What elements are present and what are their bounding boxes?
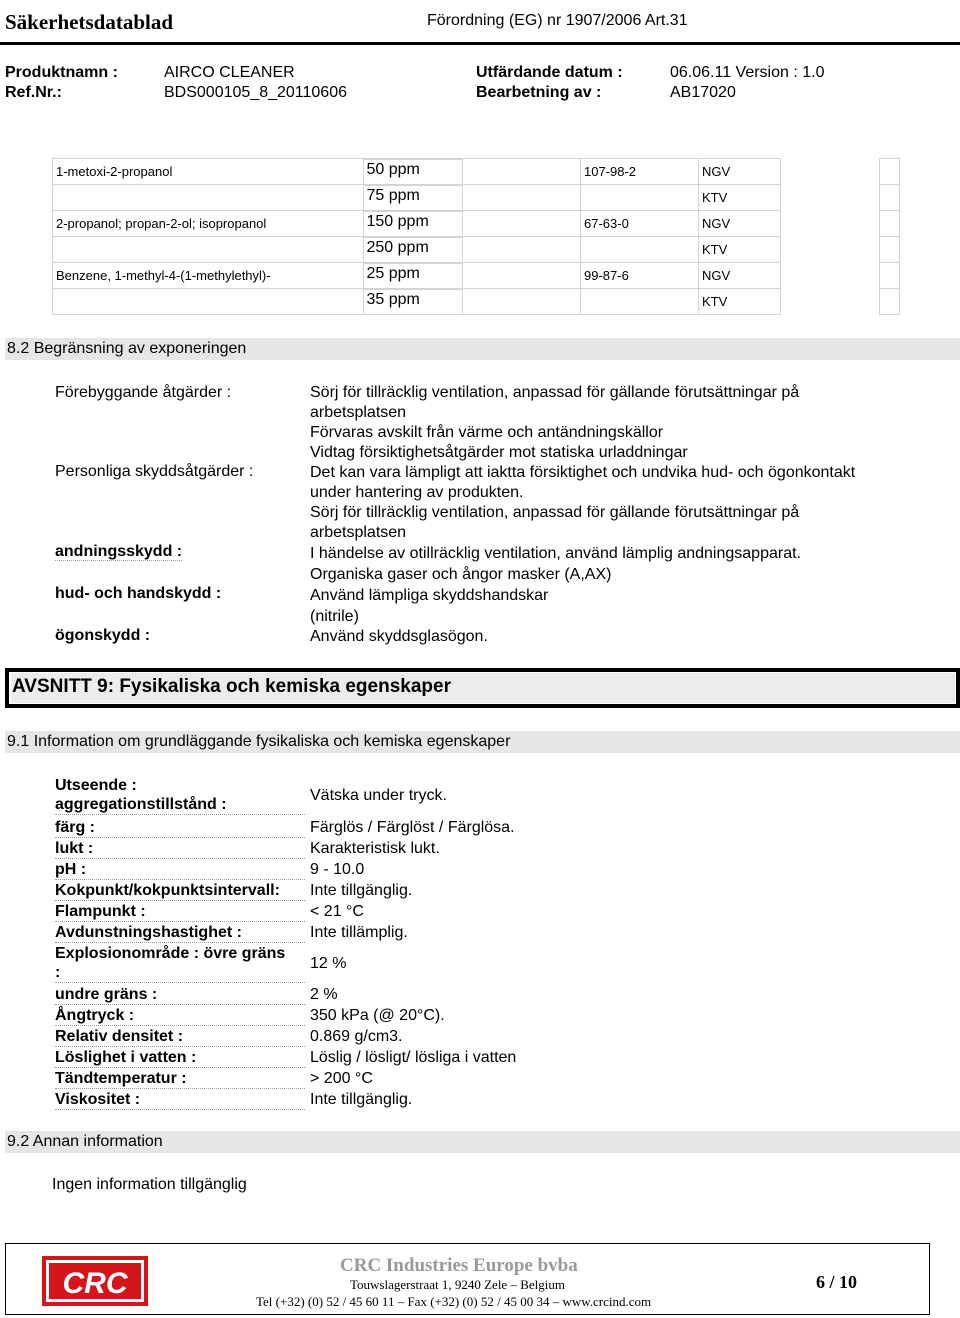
property-label [55, 818, 305, 838]
other-info-text: Ingen information tillgänglig [52, 1176, 247, 1193]
property-label-line: Utseende : [55, 777, 137, 794]
property-label-line: Flampunkt : [55, 903, 146, 920]
eye-protection-label: ögonskydd : [55, 627, 151, 644]
property-label [55, 1027, 305, 1047]
table-cell: 67-63-0 [581, 211, 699, 237]
property-value: Löslig / lösligt/ lösliga i vatten [310, 1049, 517, 1066]
table-cell [53, 237, 581, 263]
property-label [55, 1006, 305, 1026]
table-cell: 2-propanol; propan-2-ol; isopropanol [53, 211, 581, 237]
property-value: > 200 °C [310, 1070, 373, 1087]
respiratory-line: Organiska gaser och ångor masker (A,AX) [310, 566, 612, 583]
edited-by-label: Bearbetning av : [476, 84, 602, 101]
preventive-measures-label: Förebyggande åtgärder : [55, 384, 232, 401]
preventive-line: arbetsplatsen [310, 404, 407, 421]
section-9-heading: AVSNITT 9: Fysikaliska och kemiska egenskaper [12, 676, 451, 697]
property-value: 12 % [310, 955, 347, 972]
property-label [55, 902, 305, 922]
property-label-line: Löslighet i vatten : [55, 1049, 197, 1066]
table-cell: 150 ppm [363, 211, 463, 237]
table-cell-empty [880, 159, 900, 185]
ref-number-value: BDS000105_8_20110606 [164, 84, 347, 101]
table-cell-empty [880, 211, 900, 237]
table-cell-empty [880, 185, 900, 211]
table-cell: NGV [699, 263, 781, 289]
property-value: Färglös / Färglöst / Färglösa. [310, 819, 515, 836]
property-value: Vätska under tryck. [310, 787, 447, 804]
table-cell: KTV [699, 185, 781, 211]
property-value: Inte tillgänglig. [310, 882, 413, 899]
property-label-line: färg : [55, 819, 95, 836]
property-label-line: Ångtryck : [55, 1007, 135, 1024]
table-cell: 50 ppm [363, 159, 463, 185]
table-cell: 250 ppm [363, 237, 463, 263]
regulation-ref: Förordning (EG) nr 1907/2006 Art.31 [427, 12, 688, 29]
table-row [53, 237, 900, 263]
eye-protection-value: Använd skyddsglasögon. [310, 628, 488, 645]
table-cell: 107-98-2 [581, 159, 699, 185]
crc-logo [42, 1256, 148, 1306]
property-label-line: lukt : [55, 840, 94, 857]
table-cell: 1-metoxi-2-propanol [53, 159, 581, 185]
table-row [53, 185, 900, 211]
property-label-line: undre gräns : [55, 986, 158, 1003]
table-cell-empty [880, 237, 900, 263]
table-cell: KTV [699, 289, 781, 315]
property-value: 0.869 g/cm3. [310, 1028, 403, 1045]
table-cell [53, 289, 581, 315]
respiratory-label-text: andningsskydd : [55, 543, 183, 560]
section-8-2-heading: 8.2 Begränsning av exponeringen [5, 338, 960, 360]
property-label [55, 985, 305, 1005]
property-label-line: Explosionområde : övre gräns [55, 945, 286, 962]
hand-protection-label: hud- och handskydd : [55, 585, 222, 602]
page-number: 6 / 10 [816, 1272, 858, 1292]
table-cell: 35 ppm [363, 289, 463, 315]
issue-date-label: Utfärdande datum : [476, 64, 623, 81]
product-name-label: Produktnamn : [5, 64, 118, 81]
property-label [55, 923, 305, 943]
company-contact: Tel (+32) (0) 52 / 45 60 11 – Fax (+32) (0) 52 / 45 00 34 – www.crcind.com [256, 1294, 652, 1309]
preventive-line: Förvaras avskilt från värme och antändningskällor [310, 424, 664, 441]
property-label-line: Relativ densitet : [55, 1028, 184, 1045]
edited-by-value: AB17020 [670, 84, 736, 101]
company-name: CRC Industries Europe bvba [340, 1255, 578, 1276]
table-row [53, 263, 900, 289]
hand-line: (nitrile) [310, 608, 359, 625]
section-9-2-heading: 9.2 Annan information [5, 1131, 960, 1153]
property-label-line: aggregationstillstånd : [55, 796, 227, 813]
table-cell [581, 185, 699, 211]
ref-number-label: Ref.Nr.: [5, 84, 62, 101]
property-value: 350 kPa (@ 20°C). [310, 1007, 445, 1024]
property-label [55, 1090, 305, 1110]
preventive-line: Vidtag försiktighetsåtgärder mot statiska urladdningar [310, 444, 688, 461]
property-value: < 21 °C [310, 903, 364, 920]
table-cell-empty [880, 289, 900, 315]
property-label [55, 860, 305, 880]
respiratory-protection-label [55, 543, 305, 561]
issue-date-value: 06.06.11 Version : 1.0 [670, 64, 825, 81]
respiratory-line: I händelse av otillräcklig ventilation, använd lämplig andningsapparat. [310, 545, 801, 562]
personal-line: under hantering av produkten. [310, 484, 524, 501]
document-title: Säkerhetsdatablad [5, 10, 174, 34]
property-label-line: Kokpunkt/kokpunktsintervall: [55, 882, 280, 899]
property-value: 9 - 10.0 [310, 861, 365, 878]
personal-line: Sörj för tillräcklig ventilation, anpassad för gällande förutsättningar på [310, 504, 800, 521]
company-address: Touwslagerstraat 1, 9240 Zele – Belgium [350, 1277, 565, 1292]
property-label [55, 776, 305, 815]
preventive-line: Sörj för tillräcklig ventilation, anpassad för gällande förutsättningar på [310, 384, 800, 401]
respiratory-protection-value [310, 543, 801, 585]
table-cell [581, 289, 699, 315]
property-label-line: pH : [55, 861, 87, 878]
property-value: 2 % [310, 986, 338, 1003]
hand-protection-value [310, 585, 548, 627]
property-value: Inte tillgänglig. [310, 1091, 413, 1108]
property-label [55, 1048, 305, 1068]
table-cell: 75 ppm [363, 185, 463, 211]
table-cell: 25 ppm [363, 263, 463, 289]
table-cell: Benzene, 1-methyl-4-(1-methylethyl)- [53, 263, 581, 289]
property-label [55, 944, 305, 983]
personal-protection-label: Personliga skyddsåtgärder : [55, 463, 254, 480]
personal-line: Det kan vara lämpligt att iaktta försiktighet och undvika hud- och ögonkontakt [310, 464, 856, 481]
table-cell [53, 185, 581, 211]
property-value: Karakteristisk lukt. [310, 840, 440, 857]
property-label [55, 881, 305, 901]
hand-line: Använd lämpliga skyddshandskar [310, 587, 549, 604]
product-name-value: AIRCO CLEANER [164, 64, 295, 81]
preventive-measures-value [310, 383, 799, 463]
personal-protection-value [310, 463, 855, 543]
property-label-line: Avdunstningshastighet : [55, 924, 242, 941]
table-cell [581, 237, 699, 263]
table-cell: KTV [699, 237, 781, 263]
section-9-1-heading: 9.1 Information om grundläggande fysikaliska och kemiska egenskaper [5, 731, 960, 753]
table-cell: NGV [699, 211, 781, 237]
table-cell: NGV [699, 159, 781, 185]
table-row [53, 289, 900, 315]
table-row [53, 159, 900, 185]
property-value: Inte tillämplig. [310, 924, 408, 941]
header-divider [0, 42, 960, 45]
property-label [55, 839, 305, 859]
table-cell: 99-87-6 [581, 263, 699, 289]
table-cell-empty [880, 263, 900, 289]
property-label-line: Viskositet : [55, 1091, 141, 1108]
personal-line: arbetsplatsen [310, 524, 407, 541]
property-label-line: Tändtemperatur : [55, 1070, 187, 1087]
exposure-limits-table [52, 158, 900, 315]
table-row [53, 211, 900, 237]
property-label-line: : [55, 964, 61, 981]
property-label [55, 1069, 305, 1089]
logo-text: CRC [62, 1267, 128, 1300]
